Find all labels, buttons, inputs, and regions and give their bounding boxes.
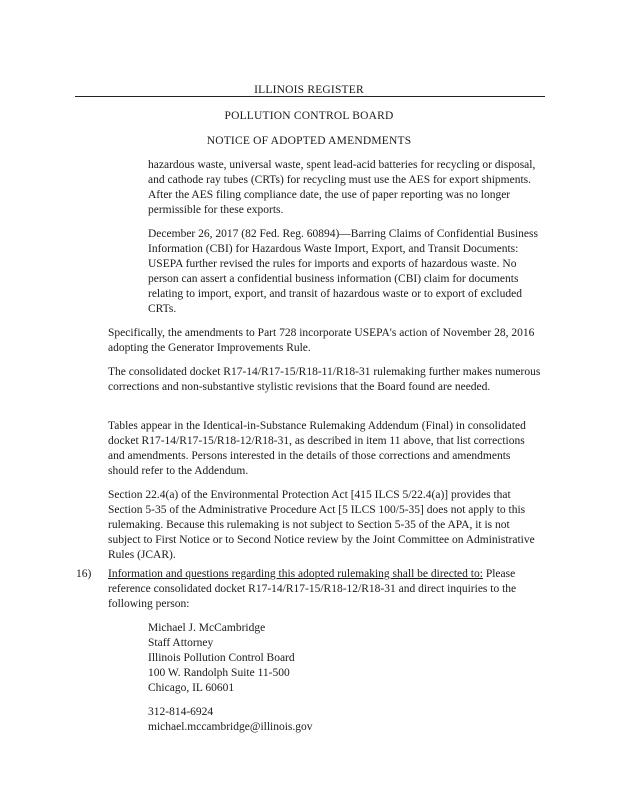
paragraph-cbi-rule: December 26, 2017 (82 Fed. Reg. 60894)—Barring Claims of Confidential Business Information (CBI) for Hazardous Waste Import, Export, and Transit Documents: USEPA further revised the rules for imports and exports of hazardous waste. No person can assert a confidential business information (CBI) claim for documents relating to import, export, and transit of hazardous waste or to export of excluded CRTs.	[148, 228, 538, 315]
paragraph-part-728: Specifically, the amendments to Part 728 incorporate USEPA's action of November 28, 2016 adopting the Generator Improvements Rule.	[108, 327, 535, 354]
paragraph-aes-export: hazardous waste, universal waste, spent lead-acid batteries for recycling or disposal, and cathode ray tubes (CRTs) for recycling must use the AES for export shipments. After the AES filing compliance date, the use of paper reporting was no longer permissible for these exports.	[148, 159, 536, 216]
register-title: ILLINOIS REGISTER	[254, 84, 364, 96]
paragraph-corrections: The consolidated docket R17-14/R17-15/R18-11/R18-31 rulemaking further makes numerous corrections and non-substantive stylistic revisions that the Board found are needed.	[108, 366, 541, 393]
item-heading: Information and questions regarding this adopted rulemaking shall be directed to:	[108, 568, 483, 580]
paragraph-tables: Tables appear in the Identical-in-Substance Rulemaking Addendum (Final) in consolidated docket R17-14/R17-15/R18-12/R18-31, as described in item 11 above, that list corrections and amendments. Persons interested in the details of those corrections and amendments should refer to the Addendum.	[108, 420, 526, 477]
contact-title: Staff Attorney	[148, 637, 214, 649]
notice-title: NOTICE OF ADOPTED AMENDMENTS	[206, 135, 412, 147]
header-rule	[75, 96, 545, 97]
item-number: 16)	[76, 568, 92, 580]
paragraph-information-contact	[108, 567, 543, 612]
agency-title: POLLUTION CONTROL BOARD	[224, 110, 394, 122]
contact-name: Michael J. McCambridge	[148, 622, 266, 634]
contact-phone: 312-814-6924	[148, 706, 214, 718]
paragraph-section-22-4: Section 22.4(a) of the Environmental Protection Act [415 ILCS 5/22.4(a)] provides that Section 5-35 of the Administrative Procedure Act [5 ILCS 100/5-35] does not apply to this rulemaking. Because this rulemaking is not subject to Section 5-35 of the APA, it is not subject to First Notice or to Second Notice review by the Joint Committee on Administrative Rules (JCAR).	[108, 489, 535, 561]
contact-email[interactable]: michael.mccambridge@illinois.gov	[148, 721, 313, 733]
contact-street: 100 W. Randolph Suite 11-500	[148, 667, 290, 679]
contact-organization: Illinois Pollution Control Board	[148, 652, 295, 664]
item-text: Please reference consolidated docket R17-14/R17-15/R18-12/R18-31 and direct inquiries to the following person:	[108, 568, 517, 610]
contact-city: Chicago, IL 60601	[148, 682, 235, 694]
